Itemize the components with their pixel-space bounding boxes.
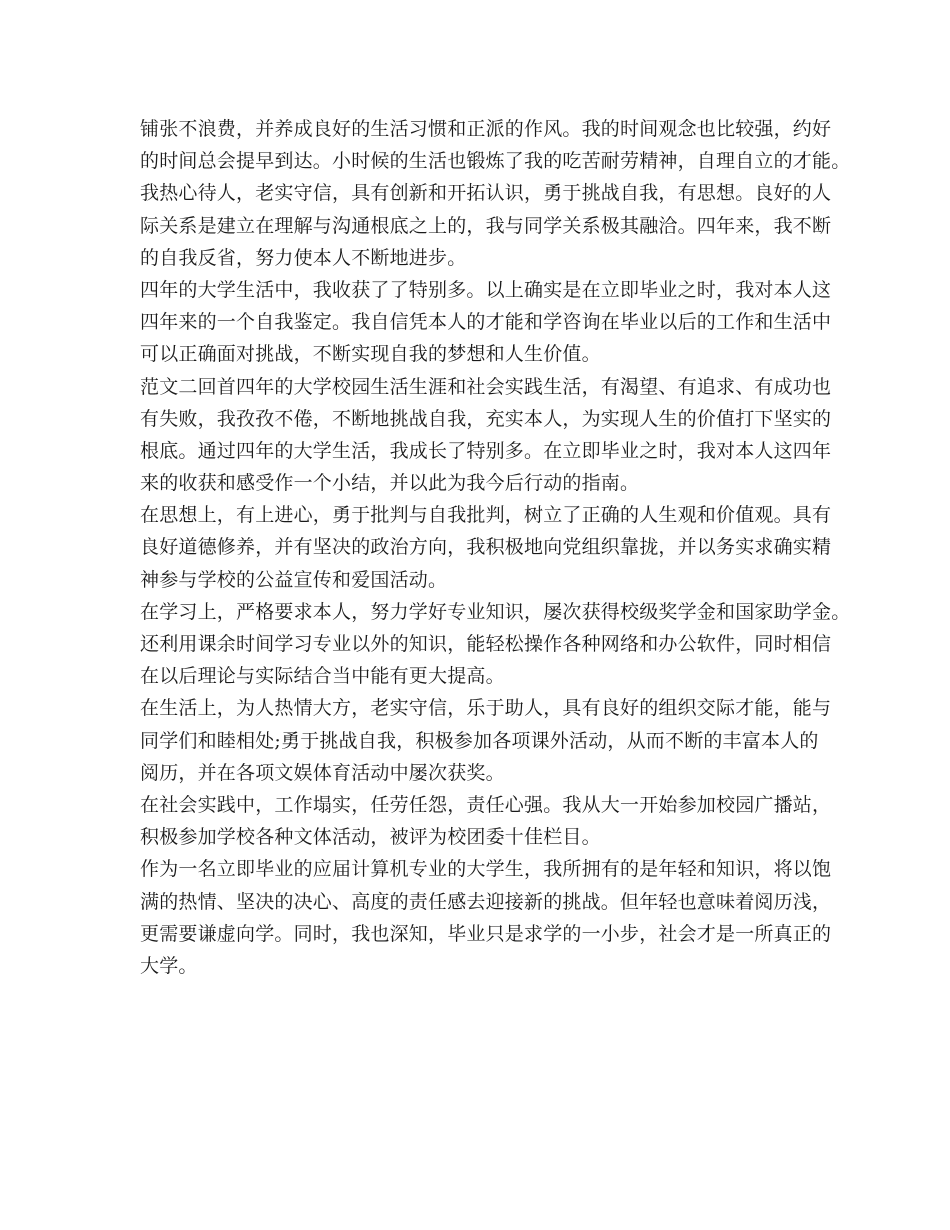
text-line: 际关系是建立在理解与沟通根底之上的，我与同学关系极其融洽。四年来，我不断 [140,214,832,237]
text-line: 铺张不浪费，并养成良好的生活习惯和正派的作风。我的时间观念也比较强，约好 [140,118,832,140]
text-line: 神参与学校的公益宣传和爱国活动。 [140,568,448,591]
text-line: 同学们和睦相处;勇于挑战自我，积极参加各项课外活动，从而不断的丰富本人的 [140,729,819,752]
text-line: 范文二回首四年的大学校园生活生涯和社会实践生活，有渴望、有追求、有成功也 [140,375,832,398]
text-line: 在学习上，严格要求本人，努力学好专业知识，屡次获得校级奖学金和国家助学金。 [140,600,851,623]
text-line: 作为一名立即毕业的应届计算机专业的大学生，我所拥有的是年轻和知识，将以饱 [140,858,832,881]
text-line: 良好道德修养，并有坚决的政治方向，我积极地向党组织靠拢，并以务实求确实精 [140,536,832,559]
text-line: 阅历，并在各项文娱体育活动中屡次获奖。 [140,761,505,784]
text-line: 我热心待人，老实守信，具有创新和开拓认识，勇于挑战自我，有思想。良好的人 [140,182,832,205]
text-line: 还利用课余时间学习专业以外的知识，能轻松操作各种网络和办公软件，同时相信 [140,633,832,655]
text-line: 积极参加学校各种文体活动，被评为校团委十佳栏目。 [140,826,601,849]
text-line: 的时间总会提早到达。小时候的生活也锻炼了我的吃苦耐劳精神，自理自立的才能。 [140,150,851,173]
text-line: 在社会实践中，工作塌实，任劳任怨，责任心强。我从大一开始参加校园广播站， [140,793,832,816]
text-line: 有失败，我孜孜不倦，不断地挑战自我，充实本人，为实现人生的价值打下坚实的 [140,407,832,430]
text-line: 更需要谦虚向学。同时，我也深知，毕业只是求学的一小步，社会才是一所真正的 [140,922,832,945]
text-line: 大学。 [140,954,198,977]
text-line: 满的热情、坚决的决心、高度的责任感去迎接新的挑战。但年轻也意味着阅历浅， [140,890,832,913]
text-line: 的自我反省，努力使本人不断地进步。 [140,246,467,269]
text-line: 在生活上，为人热情大方，老实守信，乐于助人，具有良好的组织交际才能，能与 [140,697,832,720]
text-line: 可以正确面对挑战，不断实现自我的梦想和人生价值。 [140,343,601,366]
text-line: 四年的大学生活中，我收获了了特别多。以上确实是在立即毕业之时，我对本人这 [140,278,832,301]
text-line: 根底。通过四年的大学生活，我成长了特别多。在立即毕业之时，我对本人这四年 [140,439,832,462]
text-line: 在以后理论与实际结合当中能有更大提高。 [140,665,505,688]
document-body [140,113,851,982]
text-line: 在思想上，有上进心，勇于批判与自我批判，树立了正确的人生观和价值观。具有 [140,504,832,527]
text-line: 四年来的一个自我鉴定。我自信凭本人的才能和学咨询在毕业以后的工作和生活中 [140,311,832,334]
text-line: 来的收获和感受作一个小结，并以此为我今后行动的指南。 [140,472,640,495]
